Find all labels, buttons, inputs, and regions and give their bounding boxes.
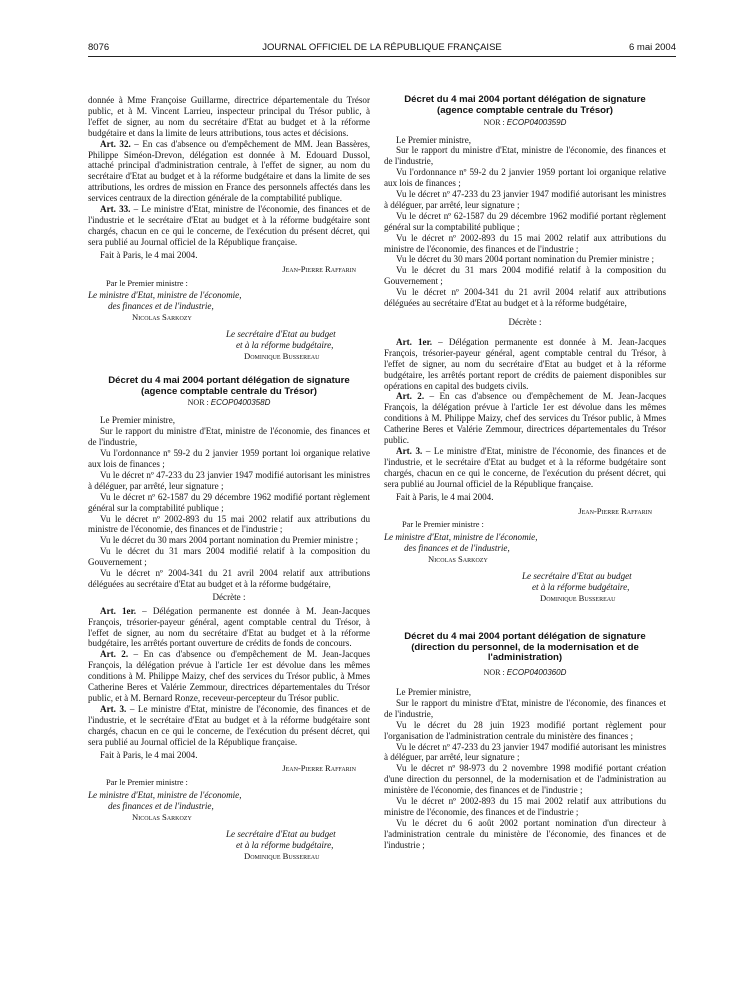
signatory-name: Jean-Pierre Raffarin — [282, 763, 356, 774]
nor-label: NOR : — [187, 398, 211, 408]
secretary-title-cont: et à la réforme budgétaire, — [532, 581, 630, 592]
secretary-title: Le secrétaire d'Etat au budget — [522, 571, 632, 582]
signatory-name: Jean-Pierre Raffarin — [578, 505, 652, 516]
article-text: – Le ministre d'Etat, ministre de l'économie, des finances et de l'industrie, et le secrétaire d'Etat au budget et à la réforme budgétaire sont chargés, chacun en ce qui le concerne, de l'exécution du présent décret, qui sera publié au Journal officiel de la République française. — [384, 445, 667, 489]
decree-subtitle-cont: l'administration) — [487, 652, 563, 664]
paragraph: Vu le décret nº 47-233 du 23 janvier 1947 modifié autorisant les ministres à déléguer, par arrêté, leur signature ; — [384, 189, 666, 210]
nor-reference — [88, 398, 370, 409]
minister-title-cont: des finances et de l'industrie, — [404, 543, 510, 554]
article-1 — [384, 337, 666, 392]
paragraph: Vu le décret nº 2002-893 du 15 mai 2002 relatif aux attributions du ministre de l'économie, des finances et de l'industrie ; — [384, 232, 666, 254]
paragraph: Le Premier ministre, — [396, 687, 472, 698]
article-label: Art. 2. — [396, 391, 425, 402]
paragraph: Sur le rapport du ministre d'Etat, ministre de l'économie, des finances et de l'industrie, — [384, 145, 666, 167]
par-premier-ministre: Par le Premier ministre : — [106, 278, 188, 288]
page-header — [88, 42, 676, 57]
decree-title: Décret du 4 mai 2004 portant délégation de signature — [404, 94, 646, 105]
secretary-name: Dominique Bussereau — [540, 592, 616, 603]
article-1 — [88, 606, 370, 650]
minister-title-cont: des finances et de l'industrie, — [108, 801, 214, 812]
minister-title: Le ministre d'Etat, ministre de l'économie, — [88, 790, 242, 801]
paragraph: Vu le décret du 30 mars 2004 portant nomination du Premier ministre ; — [396, 254, 655, 265]
left-column — [88, 95, 370, 862]
article-3 — [384, 446, 666, 490]
decrete: Décrète : — [212, 591, 246, 602]
article-2 — [88, 649, 370, 704]
secretary-title: Le secrétaire d'Etat au budget — [226, 329, 336, 340]
paragraph: Vu le décret nº 47-233 du 23 janvier 1947 modifié autorisant les ministres à déléguer, par arrêté, leur signature ; — [88, 469, 370, 491]
secretary-title-cont: et à la réforme budgétaire, — [236, 839, 334, 850]
paragraph: Vu le décret nº 2002-893 du 15 mai 2002 relatif aux attributions du ministre de l'économie, des finances et de l'industrie ; — [384, 796, 666, 818]
paragraph: Vu le décret nº 62-1587 du 29 décembre 1962 modifié portant règlement général sur la comptabilité publique ; — [88, 491, 370, 513]
nor-reference — [384, 118, 666, 129]
paragraph: Vu le décret du 31 mars 2004 modifié relatif à la composition du Gouvernement ; — [384, 265, 666, 287]
par-premier-ministre: Par le Premier ministre : — [402, 520, 484, 530]
nor-label: NOR : — [483, 117, 507, 127]
minister-name: Nicolas Sarkozy — [132, 812, 192, 823]
secretary-title: Le secrétaire d'Etat au budget — [226, 828, 336, 839]
article-3 — [88, 704, 370, 748]
page-number: 8076 — [88, 42, 110, 53]
nor-code: ECOP0400358D — [210, 398, 271, 408]
secretary-name: Dominique Bussereau — [244, 350, 320, 361]
decree-title: Décret du 4 mai 2004 portant délégation de signature — [404, 630, 646, 642]
decree-subtitle: (agence comptable centrale du Trésor) — [437, 104, 613, 116]
article-label: Art. 3. — [100, 703, 127, 714]
decree-subtitle: (direction du personnel, de la modernisation et de — [411, 641, 639, 653]
article-text: – Délégation permanente est donnée à M. Jean-Jacques François, trésorier-payeur général, agent comptable central du Trésor, à l'effet de signer, au nom du secrétaire d'Etat au budget et à la réforme budgétaire, les arrêtés portant ouverture de crédits de fonds de concours. — [88, 605, 370, 649]
paragraph: Vu le décret nº 2004-341 du 21 avril 2004 relatif aux attributions déléguées au secrétaire d'Etat au budget et à la réforme budgétaire, — [384, 287, 666, 309]
article-label: Art. 3. — [396, 445, 423, 456]
fait-a-paris: Fait à Paris, le 4 mai 2004. — [100, 249, 198, 260]
article-text: – Le ministre d'Etat, ministre de l'économie, des finances et de l'industrie et le secrétaire d'Etat au budget et à la réforme budgétaire sont chargés, chacun en ce qui le concerne, de l'exécution du présent décret, qui sera publié au Journal officiel de la République française. — [88, 204, 370, 247]
journal-title: JOURNAL OFFICIEL DE LA RÉPUBLIQUE FRANÇAISE — [262, 42, 502, 53]
minister-name: Nicolas Sarkozy — [132, 312, 192, 323]
paragraph: Vu le décret nº 98-973 du 2 novembre 1998 modifié portant création d'une direction du personnel, de la modernisation et de l'administration au ministère de l'économie, des finances et de l'industrie ; — [384, 763, 666, 796]
nor-code: ECOP0400359D — [506, 117, 567, 127]
secretary-title-cont: et à la réforme budgétaire, — [236, 340, 334, 351]
article-32 — [88, 139, 370, 204]
paragraph: Vu l'ordonnance nº 59-2 du 2 janvier 1959 portant loi organique relative aux lois de finances ; — [384, 167, 666, 189]
article-2 — [384, 391, 666, 446]
article-text: – Délégation permanente est donnée à M. Jean-Jacques François, trésorier-payeur général, agent comptable central du Trésor, à l'effet de signer, au nom du secrétaire d'Etat au budget et à la réforme budgétaire, les arrêtés portant report de crédits de paiement disponibles sur opérations en capital des budgets civils. — [384, 336, 666, 391]
paragraph: Vu le décret nº 62-1587 du 29 décembre 1962 modifié portant règlement général sur la comptabilité publique ; — [384, 210, 666, 232]
article-label: Art. 1er. — [100, 605, 137, 616]
nor-code: ECOP0400360D — [506, 668, 567, 678]
article-label: Art. 32. — [100, 138, 131, 149]
paragraph: Vu le décret du 31 mars 2004 modifié relatif à la composition du Gouvernement ; — [88, 546, 370, 568]
paragraph: Vu le décret du 30 mars 2004 portant nomination du Premier ministre ; — [100, 535, 359, 546]
fait-a-paris: Fait à Paris, le 4 mai 2004. — [396, 491, 494, 502]
decrete: Décrète : — [508, 317, 542, 327]
par-premier-ministre: Par le Premier ministre : — [106, 778, 188, 788]
paragraph: Vu le décret nº 2002-893 du 15 mai 2002 relatif aux attributions du ministre de l'économie, des finances et de l'industrie ; — [88, 513, 370, 535]
minister-title: Le ministre d'Etat, ministre de l'économie, — [384, 532, 538, 543]
decree-subtitle: (agence comptable centrale du Trésor) — [141, 385, 317, 397]
minister-title: Le ministre d'Etat, ministre de l'économie, — [88, 290, 242, 301]
secretary-name: Dominique Bussereau — [244, 850, 320, 861]
signatory-name: Jean-Pierre Raffarin — [282, 263, 356, 274]
issue-date: 6 mai 2004 — [628, 42, 676, 53]
article-text: – En cas d'absence ou d'empêchement de M. Jean-Jacques François, la délégation prévue à l'article 1er est dévolue dans les mêmes conditions à M. Philippe Maizy, chef des services du Trésor public, à Mmes Catherine Beres et Valérie Zemmour, directrices départementales du Trésor public, et à M. Bernard Ronze, receveur-percepteur du Trésor public. — [88, 649, 371, 703]
decree-title: Décret du 4 mai 2004 portant délégation de signature — [108, 374, 350, 386]
article-text: – En cas d'absence ou d'empêchement de MM. Jean Bassères, Philippe Siméon-Drevon, délégation est donnée à M. Edouard Dussol, attaché principal d'administration centrale, à l'effet de signer, au nom du secrétaire d'Etat au budget et à la réforme budgétaire et dans la limite de ses attributions, les ordres de mission en France des personnels affectés dans les services centraux de la direction générale de la comptabilité publique. — [88, 138, 371, 204]
paragraph: donnée à Mme Françoise Guillarme, directrice départementale du Trésor public, et à M. Vincent Larrieu, inspecteur principal du Trésor public, à l'effet de signer, au nom du secrétaire d'Etat au budget et à la réforme budgétaire et dans la limite de leurs attributions, tous actes et décisions. — [88, 95, 370, 138]
paragraph: Sur le rapport du ministre d'Etat, ministre de l'économie, des finances et de l'industrie, — [88, 426, 370, 448]
article-label: Art. 1er. — [396, 336, 433, 347]
paragraph: Vu l'ordonnance nº 59-2 du 2 janvier 1959 portant loi organique relative aux lois de finances ; — [88, 448, 370, 469]
right-column — [384, 95, 666, 851]
article-33 — [88, 204, 370, 248]
paragraph: Vu le décret nº 2004-341 du 21 avril 2004 relatif aux attributions déléguées au secrétaire d'Etat au budget et à la réforme budgétaire, — [88, 568, 370, 589]
article-label: Art. 33. — [100, 204, 131, 215]
article-text: – Le ministre d'Etat, ministre de l'économie, des finances et de l'industrie, et le secrétaire d'Etat au budget et à la réforme budgétaire sont chargés, chacun en ce qui le concerne, de l'exécution du présent décret, qui sera publié au Journal officiel de la République française. — [88, 703, 371, 747]
paragraph: Vu le décret nº 47-233 du 23 janvier 1947 modifié autorisant les ministres à déléguer, par arrêté, leur signature ; — [384, 741, 666, 763]
nor-label: NOR : — [483, 668, 507, 678]
paragraph: Vu le décret du 6 août 2002 portant nomination d'un directeur à l'administration centrale du ministère de l'économie, des finances et de l'industrie ; — [384, 817, 666, 850]
paragraph: Vu le décret du 28 juin 1923 modifié portant règlement pour l'organisation de l'administration centrale du ministère des finances ; — [384, 719, 666, 741]
minister-name: Nicolas Sarkozy — [428, 554, 488, 565]
paragraph: Le Premier ministre, — [100, 415, 176, 426]
article-label: Art. 2. — [100, 649, 129, 660]
article-text: – En cas d'absence ou d'empêchement de M. Jean-Jacques François, la délégation prévue à l'article 1er est dévolue dans les mêmes conditions à M. Philippe Maizy, chef des services du Trésor public, à Mmes Catherine Beres et Valérie Zemmour, directrices départementales du Trésor public. — [384, 391, 667, 446]
nor-reference — [384, 668, 666, 679]
fait-a-paris: Fait à Paris, le 4 mai 2004. — [100, 749, 198, 760]
minister-title-cont: des finances et de l'industrie, — [108, 301, 214, 312]
paragraph: Le Premier ministre, — [396, 134, 472, 145]
paragraph: Sur le rapport du ministre d'Etat, ministre de l'économie, des finances et de l'industrie, — [384, 697, 666, 719]
